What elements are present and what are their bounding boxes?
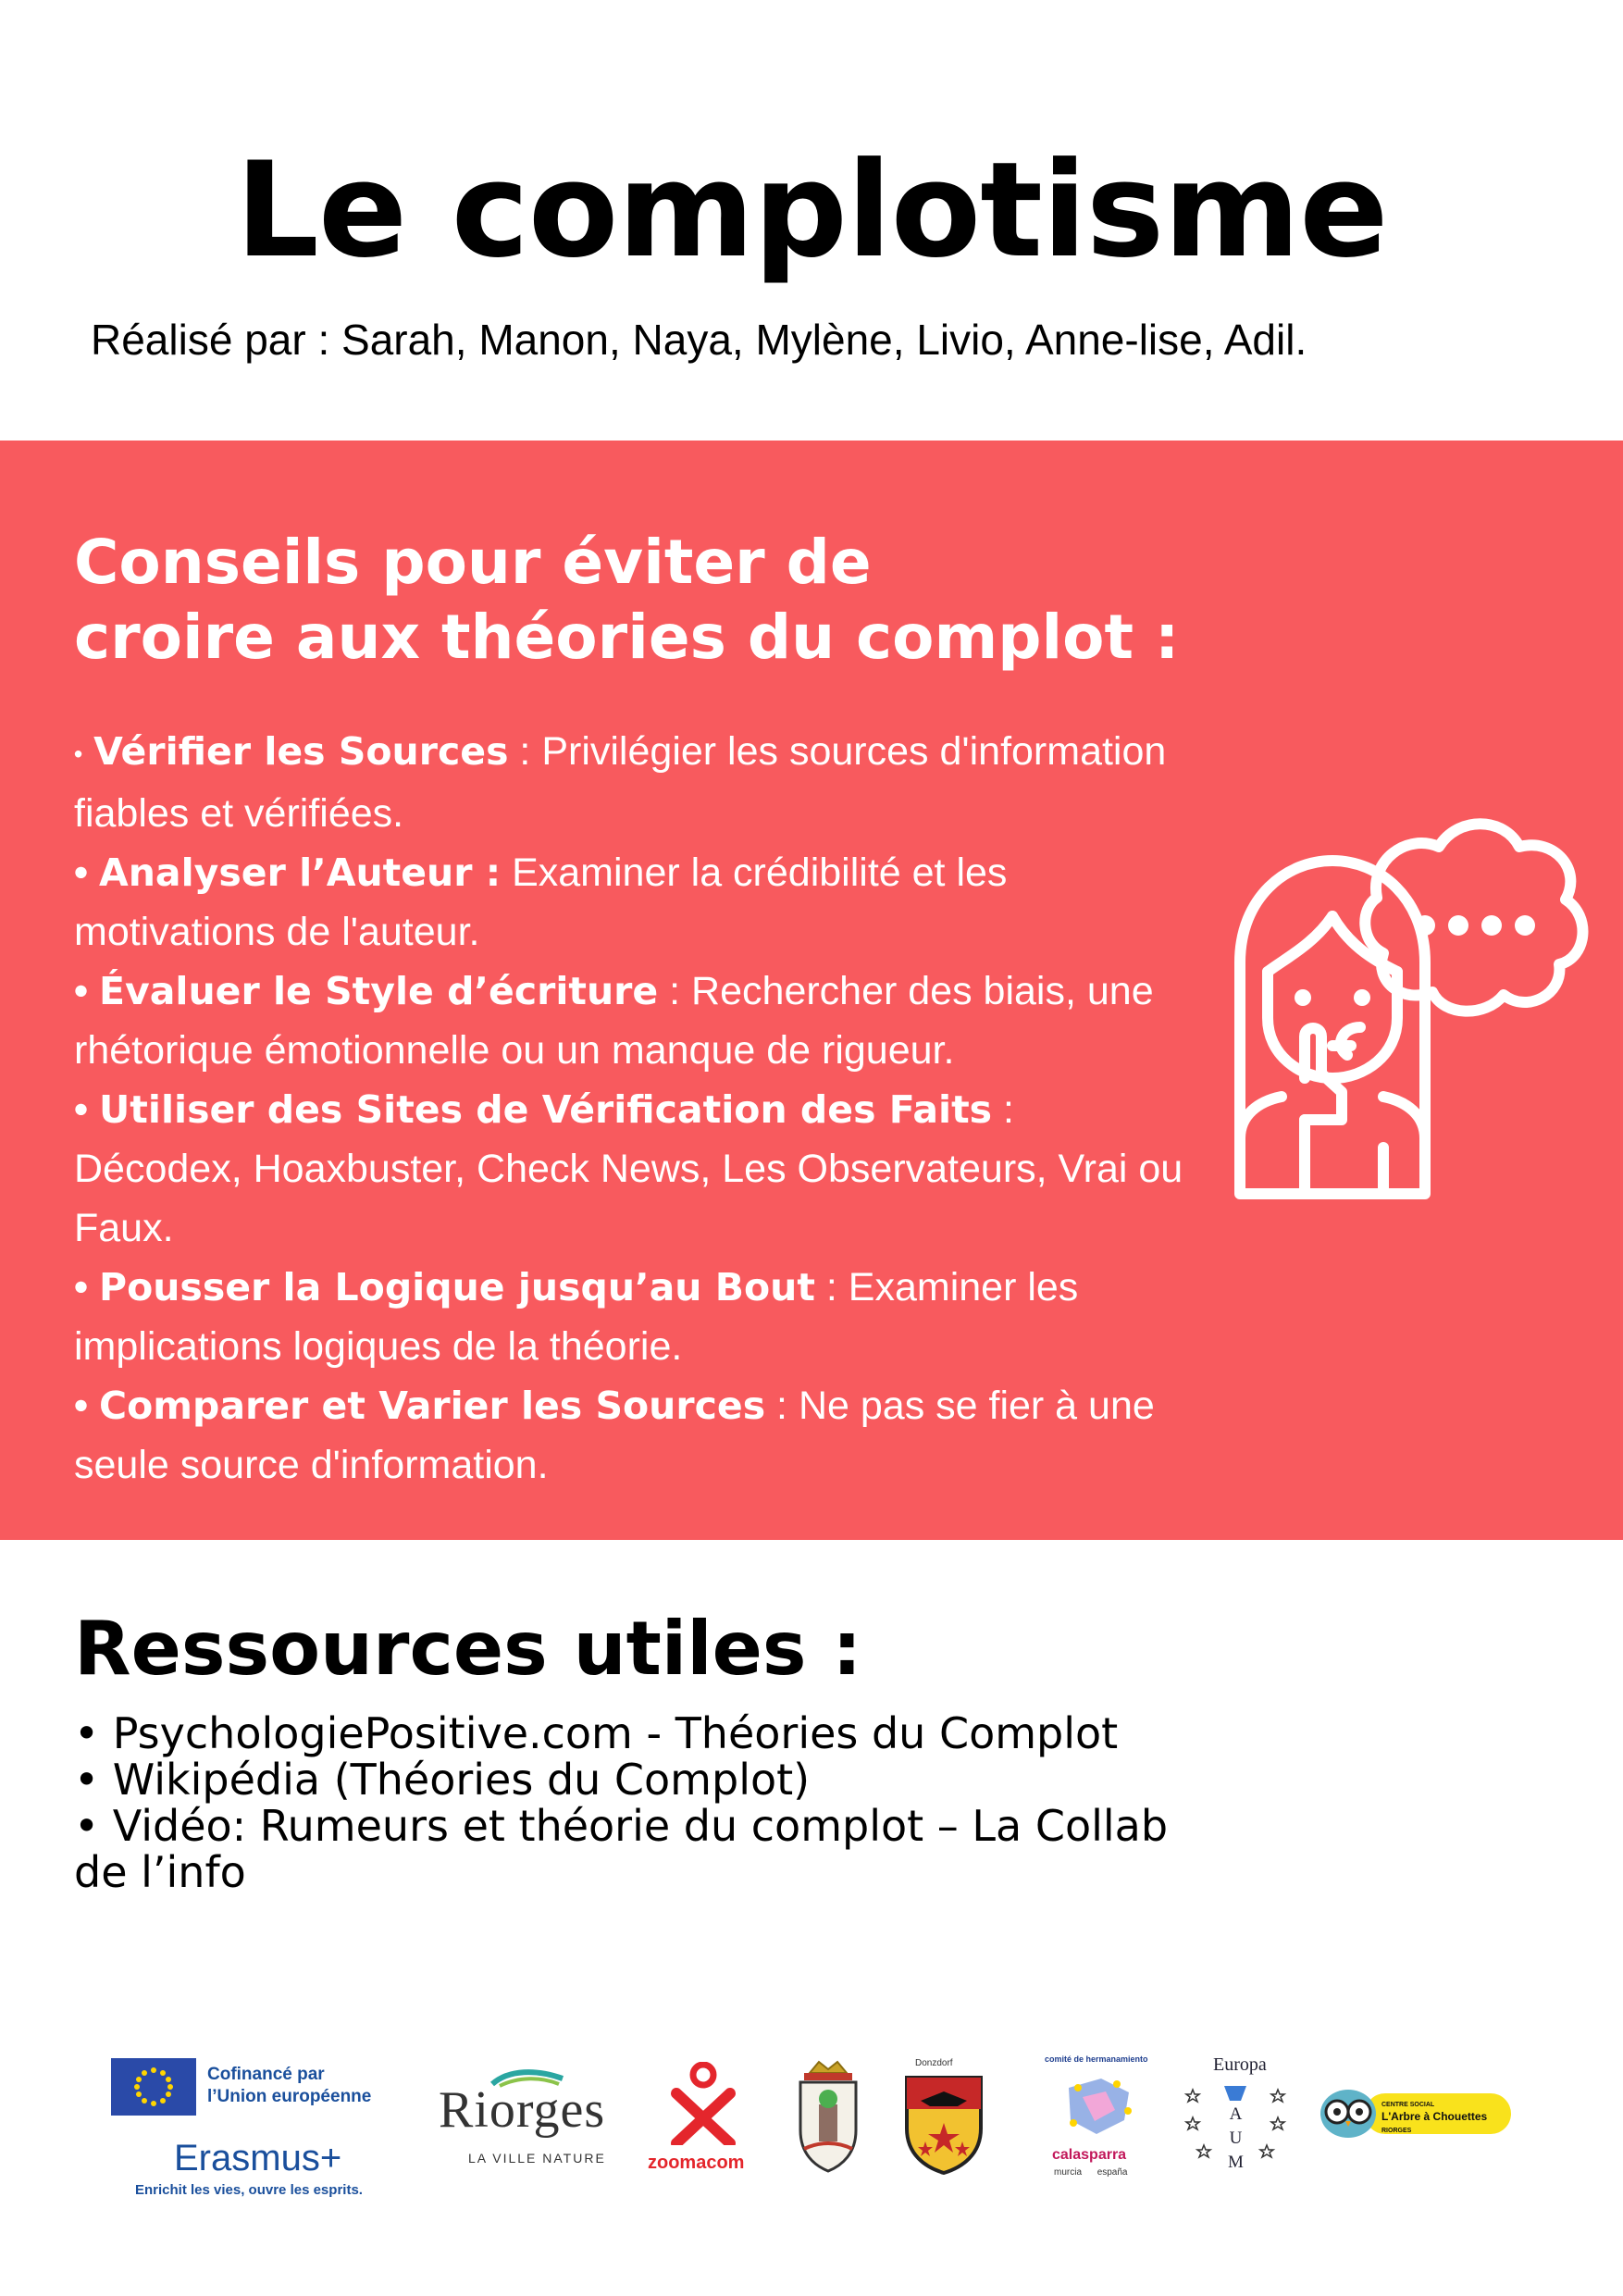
zoomacom-figure-icon [671, 2062, 736, 2145]
arbre-name: L'Arbre à Chouettes [1381, 2110, 1488, 2123]
eu-erasmus-logo [111, 2058, 407, 2197]
tip-item: • Pousser la Logique jusqu’au Bout : Examiner les implications logiques de la théorie. [74, 1264, 1079, 1369]
arbre-chouettes-logo [1319, 2086, 1513, 2151]
arbre-city: RIORGES [1381, 2128, 1412, 2134]
tip-title: Analyser l’Auteur : [99, 850, 502, 895]
riorges-logo [435, 2062, 620, 2173]
europa-aum-logo [1180, 2054, 1291, 2184]
tips-heading-line2: croire aux théories du complot : [74, 601, 1180, 673]
tip-text: : Rechercher des biais, une rhétorique émotionnelle ou un manque de rigueur. [74, 968, 1154, 1073]
erasmus-wordmark: Erasmus+ [174, 2138, 342, 2178]
erasmus-tagline: Enrichit les vies, ouvre les esprits. [135, 2182, 363, 2198]
eu-flag-icon [111, 2058, 196, 2116]
tip-item: • Évaluer le Style d’écriture : Rechercher des biais, une rhétorique émotionnelle ou un manque de rigueur. [74, 968, 1154, 1073]
riorges-tagline: LA VILLE NATURE [468, 2151, 606, 2166]
calasparra-region: murcia [1054, 2167, 1083, 2178]
europa-letter-a: A [1229, 2104, 1243, 2124]
resources-list [74, 1710, 1184, 1895]
europa-letter-u: U [1229, 2128, 1243, 2148]
tip-title: Comparer et Varier les Sources [99, 1383, 766, 1428]
tip-title: Utiliser des Sites de Vérification des Faits [99, 1086, 993, 1132]
resource-item: • PsychologiePositive.com - Théories du Complot [74, 1708, 1119, 1758]
calasparra-committee: comité de hermanamiento [1045, 2054, 1148, 2064]
tips-heading-line1: Conseils pour éviter de [74, 527, 872, 598]
resources-heading: Ressources utiles : [74, 1606, 862, 1692]
authors-line: Réalisé par : Sarah, Manon, Naya, Mylène, Livio, Anne-lise, Adil. [91, 316, 1307, 364]
calasparra-map-icon [1050, 2069, 1143, 2143]
tip-item: • Utiliser des Sites de Vérification des Faits : Décodex, Hoaxbuster, Check News, Les Observateurs, Vrai ou Faux. [74, 1086, 1183, 1250]
partner-logos [0, 2045, 1623, 2198]
page-title: Le complotisme [235, 134, 1388, 287]
tips-heading [74, 526, 1179, 675]
calasparra-name: calasparra [1052, 2147, 1127, 2163]
eu-cofinance-line1: Cofinancé par [207, 2065, 325, 2084]
eu-cofinance-line2: l’Union européenne [207, 2087, 372, 2106]
donzdorf-shield-icon [902, 2073, 985, 2175]
tip-item: • Comparer et Varier les Sources : Ne pas se fier à une seule source d'information. [74, 1383, 1155, 1487]
thinking-person-icon [1194, 796, 1601, 1203]
zoomacom-name: zoomacom [648, 2153, 745, 2173]
tip-text: : Ne pas se fier à une seule source d'information. [74, 1383, 1155, 1487]
resource-item: • Vidéo: Rumeurs et théorie du complot – La Collab de l’info [74, 1801, 1169, 1897]
tip-text: Examiner la crédibilité et les motivations de l'auteur. [74, 850, 1008, 954]
tip-text: : Examiner les implications logiques de la théorie. [74, 1264, 1079, 1369]
europa-title: Europa [1213, 2054, 1267, 2075]
tip-text: : Privilégier les sources d'information fiables et vérifiées. [74, 729, 1167, 836]
tip-title: Vérifier les Sources [93, 729, 509, 774]
tips-list [74, 722, 1184, 1495]
tip-text: : Décodex, Hoaxbuster, Check News, Les Observateurs, Vrai ou Faux. [74, 1086, 1183, 1250]
arbre-center-label: CENTRE SOCIAL [1381, 2102, 1435, 2108]
calasparra-logo [1032, 2054, 1161, 2184]
resource-item: • Wikipédia (Théories du Complot) [74, 1755, 811, 1805]
tip-item: • Vérifier les Sources : Privilégier les sources d'information fiables et vérifiées. [74, 729, 1167, 836]
zoomacom-logo [638, 2062, 768, 2182]
tip-title: Évaluer le Style d’écriture [99, 968, 659, 1013]
donzdorf-logo [902, 2058, 985, 2178]
coat-of-arms-icon [791, 2056, 865, 2177]
europa-letter-m: M [1228, 2153, 1244, 2172]
tip-title: Pousser la Logique jusqu’au Bout [99, 1264, 815, 1309]
donzdorf-name: Donzdorf [915, 2058, 953, 2068]
calasparra-country: españa [1096, 2167, 1128, 2178]
tip-item: • Analyser l’Auteur : Examiner la crédibilité et les motivations de l'auteur. [74, 850, 1008, 954]
riorges-name: Riorges [439, 2081, 606, 2139]
